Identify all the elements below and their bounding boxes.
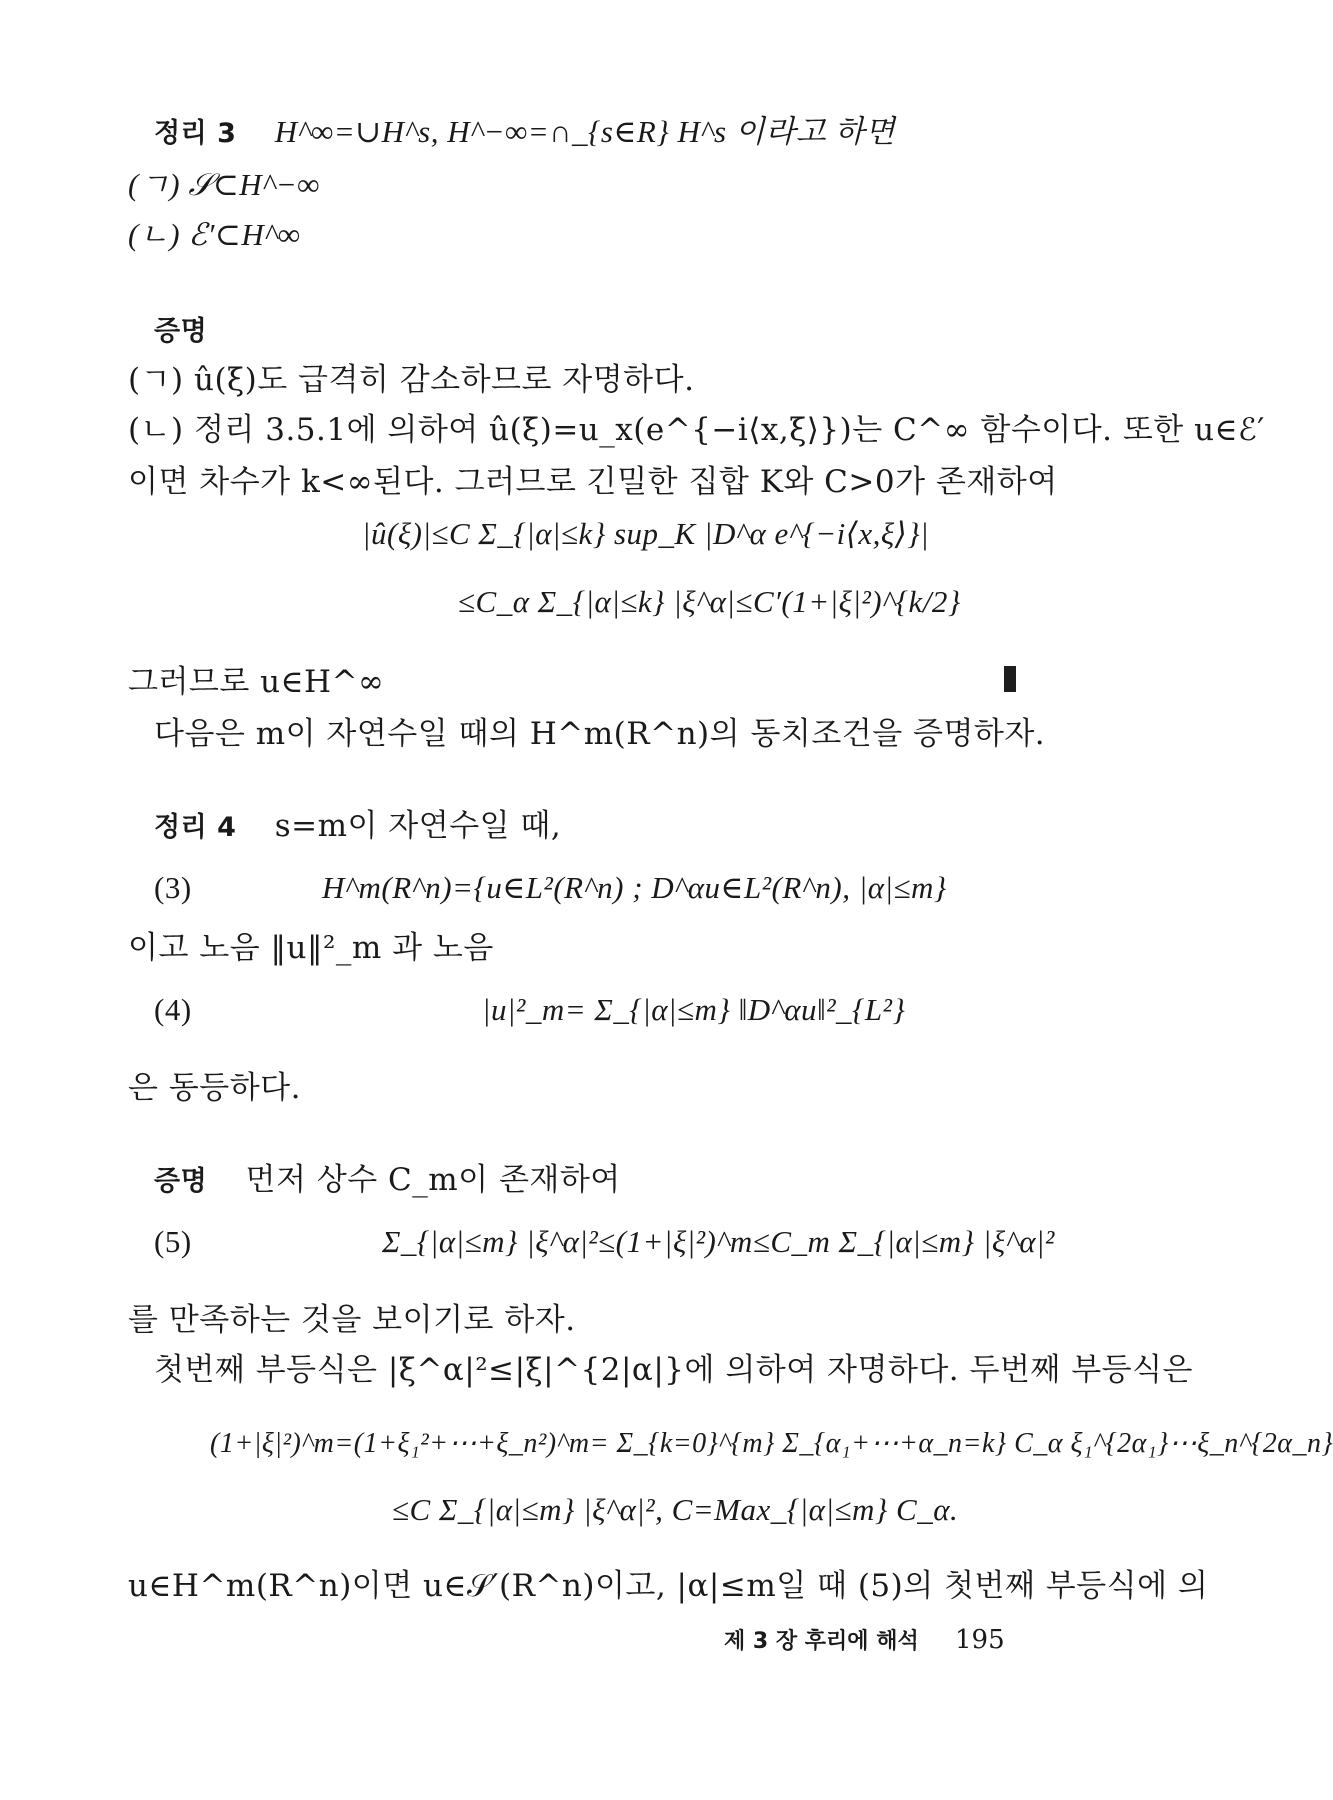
proof-label: 증명 — [154, 1166, 208, 1197]
proof-2-heading — [154, 1160, 621, 1202]
proof-item-a: (ㄱ) û(ξ)도 급격히 감소하므로 자명하다. — [128, 362, 695, 398]
equation-number: (3) — [154, 870, 192, 905]
theorem-4-heading — [154, 806, 561, 848]
equation-sup: |û(ξ)|≤C Σ_{|α|≤k} sup_K |D^α e^{−i⟨x,ξ⟩}| — [362, 516, 930, 551]
equation-max: ≤C Σ_{|α|≤m} |ξ^α|², C=Max_{|α|≤m} C_α. — [392, 1492, 959, 1527]
paragraph-line: 를 만족하는 것을 보이기로 하자. — [128, 1302, 576, 1338]
theorem-3-statement: H^∞=∪H^s, H^−∞=∩_{s∈R} H^s 이라고 하면 — [274, 114, 896, 149]
equation-number: (4) — [154, 992, 192, 1027]
equation-5-row — [154, 1222, 1055, 1262]
proof-conclusion: 그러므로 u∈H^∞ — [128, 664, 385, 700]
paragraph-intro: 다음은 m이 자연수일 때의 H^m(R^n)의 동치조건을 증명하자. — [154, 716, 1046, 752]
paragraph-line: 첫번째 부등식은 |ξ^α|²≤|ξ|^{2|α|}에 의하여 자명하다. 두번째 부등식은 — [154, 1352, 1193, 1388]
equation-3: H^m(R^n)={u∈L²(R^n) ; D^αu∈L²(R^n), |α|≤m} — [322, 870, 947, 905]
theorem-label: 정리 4 — [154, 812, 237, 843]
equation-4-row — [154, 990, 905, 1030]
equation-bound: ≤C_α Σ_{|α|≤k} |ξ^α|≤C′(1+|ξ|²)^{k/2} — [458, 584, 961, 619]
equivalence-line: 은 동등하다. — [128, 1070, 301, 1106]
equation-3-row — [154, 868, 947, 908]
theorem-label: 정리 3 — [154, 118, 237, 149]
norm-line: 이고 노음 ‖u‖²_m 과 노음 — [128, 930, 494, 966]
proof-heading: 증명 — [154, 316, 208, 347]
page-number: 195 — [954, 1625, 1005, 1655]
proof-item-b: (ㄴ) 정리 3.5.1에 의하여 û(ξ)=u_x(e^{−i⟨x,ξ⟩})는 C^∞ 함수이다. 또한 u∈ℰ′ — [128, 412, 1265, 448]
equation-number: (5) — [154, 1224, 192, 1259]
proof-2-statement: 먼저 상수 C_m이 존재하여 — [245, 1162, 621, 1198]
equation-5: Σ_{|α|≤m} |ξ^α|²≤(1+|ξ|²)^m≤C_m Σ_{|α|≤m} |ξ^α|² — [382, 1224, 1055, 1259]
equation-expansion: (1+|ξ|²)^m=(1+ξ₁²+⋯+ξ_n²)^m= Σ_{k=0}^{m} Σ_{α₁+⋯+α_n=k} C_α ξ₁^{2α₁}⋯ξ_n^{2α_n} — [210, 1428, 1333, 1459]
page-footer — [724, 1624, 1005, 1655]
proof-line: 이면 차수가 k<∞된다. 그러므로 긴밀한 집합 K와 C>0가 존재하여 — [128, 464, 1058, 500]
theorem-4-statement: s=m이 자연수일 때, — [274, 808, 562, 844]
theorem-3-heading — [154, 112, 895, 154]
qed-mark — [1004, 666, 1016, 692]
paragraph-line: u∈H^m(R^n)이면 u∈𝒮′(R^n)이고, |α|≤m일 때 (5)의 첫번째 부등식에 의 — [128, 1568, 1209, 1604]
theorem-3-item-b: (ㄴ) ℰ′⊂H^∞ — [128, 217, 301, 252]
equation-4: |u|²_m= Σ_{|α|≤m} ‖D^αu‖²_{L²} — [482, 992, 906, 1027]
theorem-3-item-a: (ㄱ) 𝒮⊂H^−∞ — [128, 167, 320, 202]
chapter-title: 제 3 장 후리에 해석 — [724, 1629, 919, 1654]
